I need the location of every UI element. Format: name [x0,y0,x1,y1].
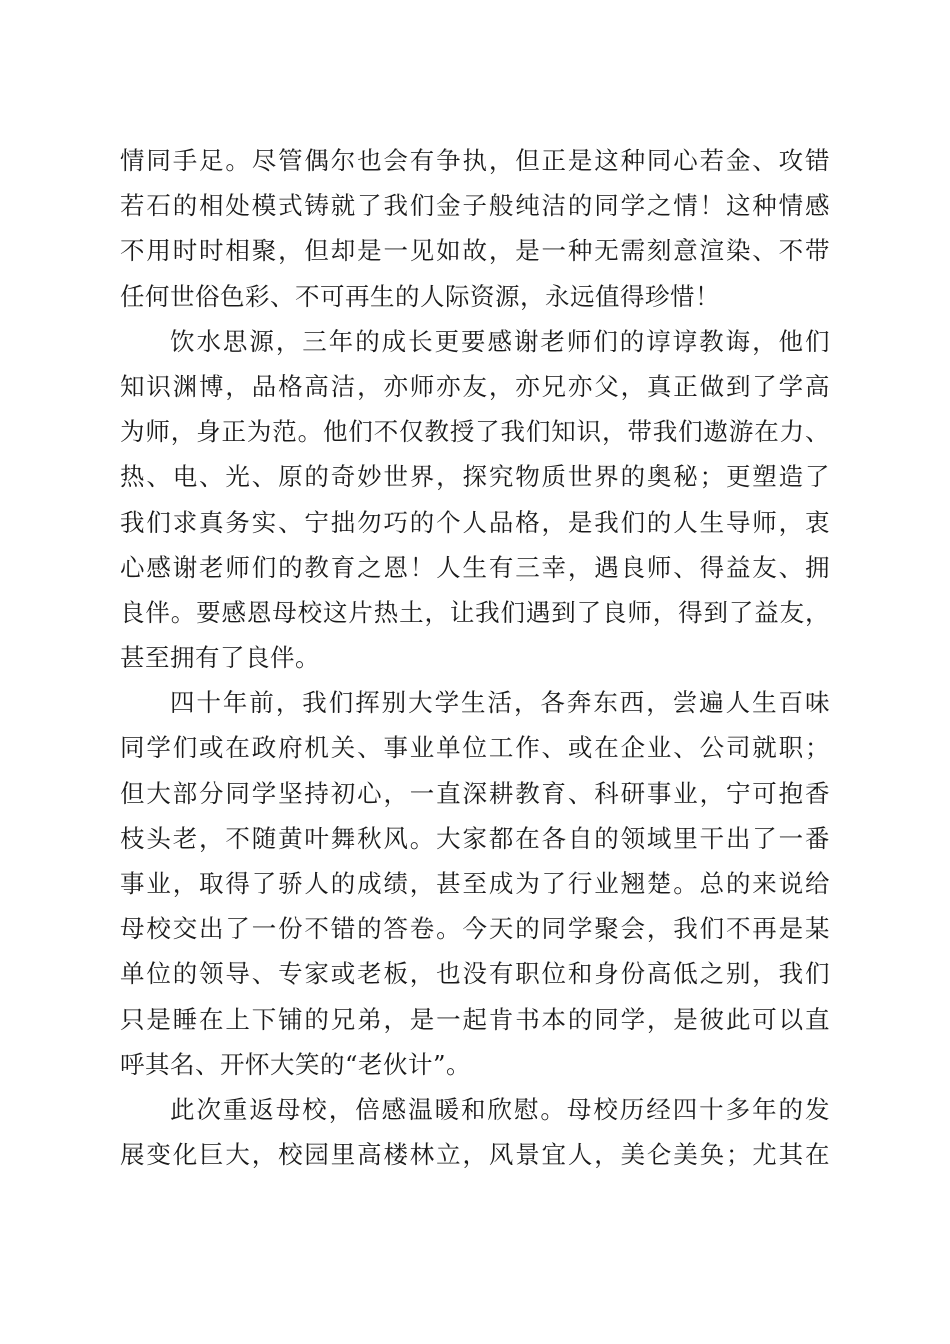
text-line: 我们求真务实、宁拙勿巧的个人品格，是我们的人生导师，衷 [120,507,830,537]
text-line: 单位的领导、专家或老板，也没有职位和身份高低之别，我们 [120,959,830,989]
text-line: 良伴。要感恩母校这片热土，让我们遇到了良师，得到了益友， [120,597,830,627]
text-line: 不用时时相聚，但却是一见如故，是一种无需刻意渲染、不带 [120,236,830,266]
text-line: 只是睡在上下铺的兄弟，是一起肯书本的同学，是彼此可以直 [120,1004,830,1034]
text-line: 心感谢老师们的教育之恩！人生有三幸，遇良师、得益友、拥 [120,552,830,582]
text-line: 母校交出了一份不错的答卷。今天的同学聚会，我们不再是某 [120,914,830,944]
text-line: 为师，身正为范。他们不仅教授了我们知识，带我们遨游在力、 [120,417,830,447]
text-line: 饮水思源，三年的成长更要感谢老师们的谆谆教诲，他们 [170,326,830,356]
text-line: 情同手足。尽管偶尔也会有争执，但正是这种同心若金、攻错 [120,146,830,175]
paragraph [120,1087,830,1177]
text-line: 展变化巨大，校园里高楼林立，风景宜人，美仑美奂；尤其在 [120,1140,830,1170]
text-line: 枝头老，不随黄叶舞秋风。大家都在各自的领域里干出了一番 [120,823,830,853]
document-body [120,138,830,1177]
text-line: 甚至拥有了良伴。 [120,643,320,673]
text-line: 四十年前，我们挥别大学生活，各奔东西，尝遍人生百味 [170,688,830,718]
text-line: 热、电、光、原的奇妙世界，探究物质世界的奥秘；更塑造了 [120,462,830,492]
paragraph [120,680,830,1087]
text-line: 知识渊博，品格高洁，亦师亦友，亦兄亦父，真正做到了学高 [120,371,830,401]
text-line: 同学们或在政府机关、事业单位工作、或在企业、公司就职； [120,733,830,763]
text-line: 此次重返母校，倍感温暖和欣慰。母校历经四十多年的发 [170,1094,830,1124]
paragraph [120,319,830,681]
paragraph [120,138,830,319]
text-line: 事业，取得了骄人的成绩，甚至成为了行业翘楚。总的来说给 [120,869,830,898]
text-line: 呼其名、开怀大笑的“老伙计”。 [120,1049,472,1079]
text-line: 但大部分同学坚持初心，一直深耕教育、科研事业，宁可抱香 [120,778,830,808]
text-line: 任何世俗色彩、不可再生的人际资源，永远值得珍惜！ [120,281,720,311]
text-line: 若石的相处模式铸就了我们金子般纯洁的同学之情！这种情感 [120,191,830,221]
